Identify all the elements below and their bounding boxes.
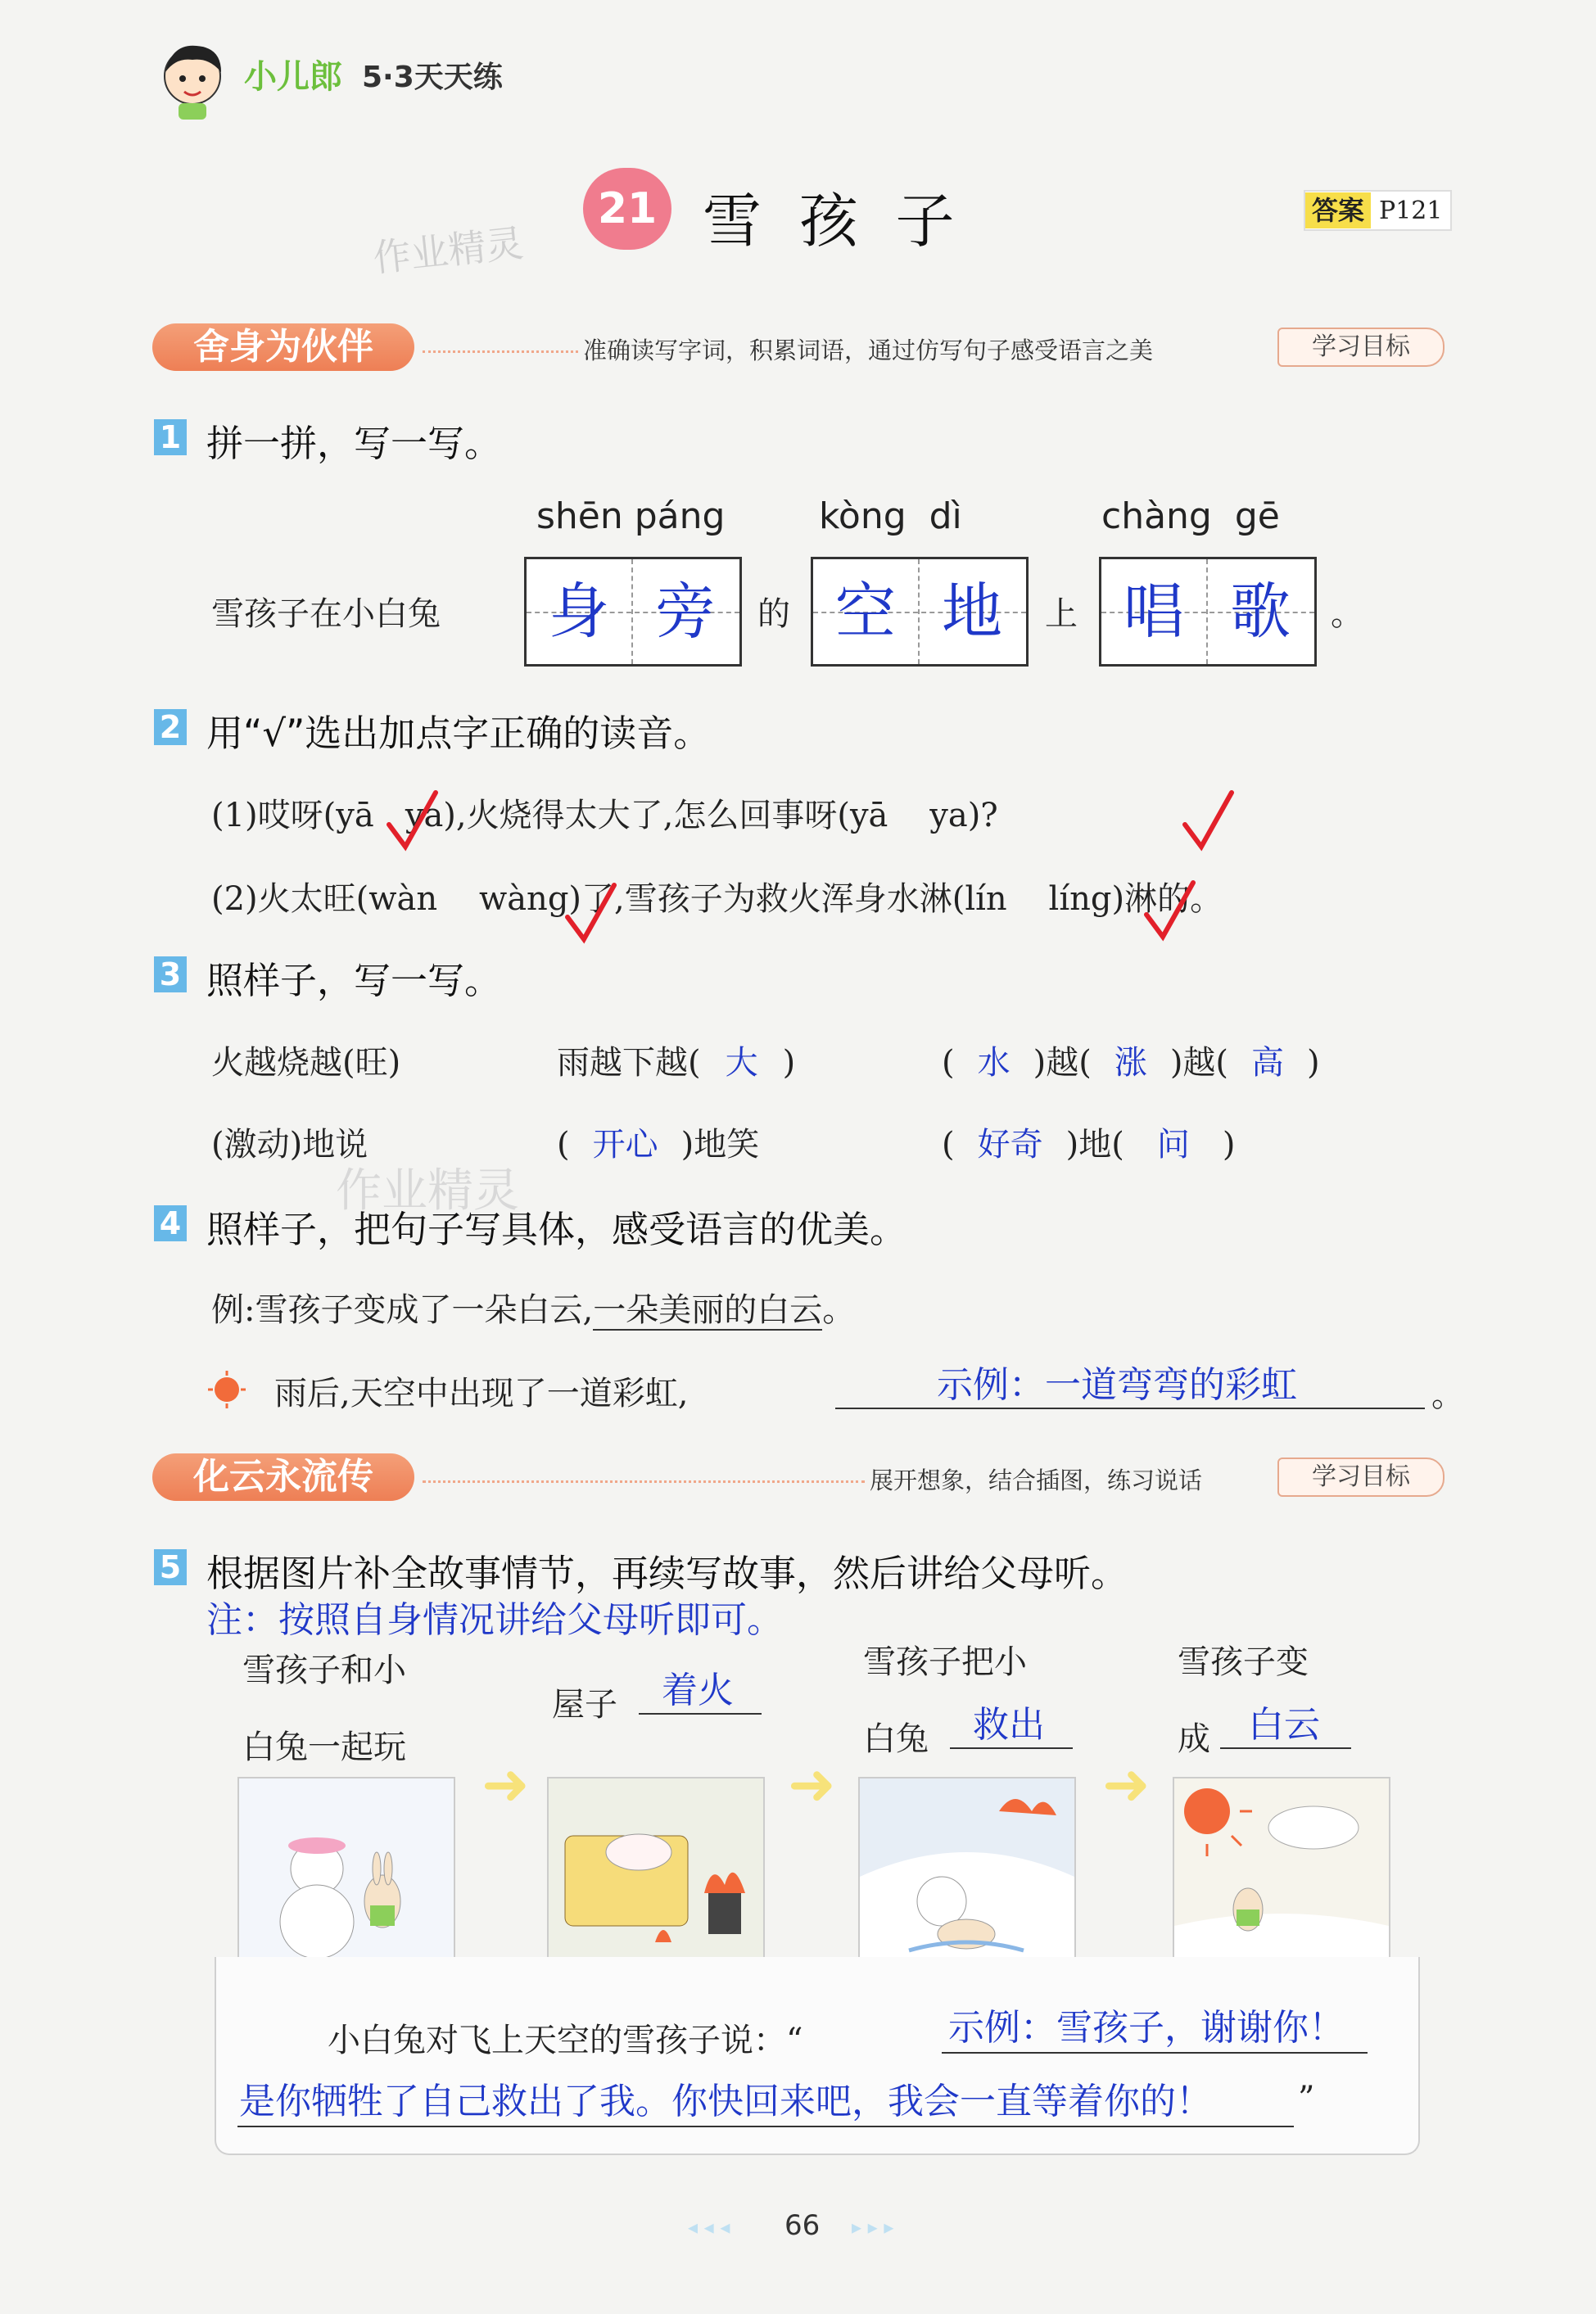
panel-text: 屋子 xyxy=(552,1686,617,1724)
text: ( xyxy=(557,1126,570,1164)
answer-text: 水 xyxy=(977,1044,1010,1082)
q3-item-2 xyxy=(942,1037,1320,1083)
question-title-2: 用“√”选出加点字正确的读音。 xyxy=(206,712,711,755)
text: 例:雪孩子变成了一朵白云, xyxy=(211,1291,594,1329)
question-title-1: 拼一拼，写一写。 xyxy=(206,422,502,465)
answer-text: 问 xyxy=(1156,1126,1190,1164)
section-goal-1: 准确读写字词，积累词语，通过仿写句子感受语言之美 xyxy=(583,337,1154,364)
question-title-3: 照样子，写一写。 xyxy=(206,959,502,1002)
snowman-rabbit-illustration xyxy=(237,1777,455,1968)
story-panel-4 xyxy=(1166,1629,1395,1973)
answer-reference xyxy=(1304,190,1452,231)
answer-text: 示例：雪孩子，谢谢你！ xyxy=(948,2007,1345,2049)
text: ) xyxy=(782,1044,796,1082)
arrow-icon: ➜ xyxy=(482,1751,530,1818)
text: )地笑 xyxy=(680,1126,760,1164)
learning-goal-badge-1: 学习目标 xyxy=(1277,328,1445,367)
question-number-4: 4 xyxy=(154,1205,187,1241)
panel-text: 雪孩子和小 xyxy=(242,1652,406,1689)
q5-note: 注：按照自身情况讲给父母听即可。 xyxy=(206,1599,783,1641)
answer-text: 好奇 xyxy=(977,1126,1043,1164)
question-number-2: 2 xyxy=(154,709,187,745)
text: ) xyxy=(1307,1044,1320,1082)
q2-line-1: (1)哎呀(yā ya),火烧得太大了,怎么回事呀(yā ya)? xyxy=(211,797,998,834)
answer-line xyxy=(950,1693,1073,1749)
answer-text: 高 xyxy=(1251,1044,1285,1082)
question-title-4: 照样子，把句子写具体，感受语言的优美。 xyxy=(206,1208,907,1251)
answer-line xyxy=(639,1659,762,1715)
page-number: 66 xyxy=(784,2209,821,2242)
answer-char: 歌 xyxy=(1230,576,1291,647)
learning-goal-badge-2: 学习目标 xyxy=(1277,1458,1445,1497)
question-title-5: 根据图片补全故事情节，再续写故事，然后讲给父母听。 xyxy=(206,1552,1128,1595)
answer-char: 身 xyxy=(549,576,609,647)
cloud-sun-illustration xyxy=(1173,1777,1390,1968)
writing-box-2 xyxy=(811,557,1029,667)
question-number-3: 3 xyxy=(154,956,187,992)
checkmark-icon xyxy=(563,880,621,946)
answer-text: 开心 xyxy=(592,1126,658,1164)
checkmark-icon xyxy=(1142,878,1200,943)
text: )越( xyxy=(1169,1044,1229,1082)
panel-text: 白兔 xyxy=(863,1720,929,1758)
panel-text: 白兔一起玩 xyxy=(242,1729,406,1766)
arrow-icon: ➜ xyxy=(788,1751,836,1818)
q3-item-1 xyxy=(557,1037,795,1083)
panel-text: 成 xyxy=(1178,1720,1210,1758)
checkmark-icon xyxy=(1181,788,1238,853)
series-title: 5·3天天练 xyxy=(362,61,503,94)
mascot-icon xyxy=(156,39,229,121)
checkmark-icon xyxy=(385,788,442,853)
text: ) xyxy=(1222,1126,1236,1164)
answer-text: 着火 xyxy=(662,1670,734,1711)
q3-example-2: (激动)地说 xyxy=(211,1126,368,1164)
section-divider-2 xyxy=(423,1480,865,1483)
answer-text: 是你牺牲了自己救出了我。你快回来吧，我会一直等着你的！ xyxy=(239,2081,1212,2122)
text: 。 xyxy=(822,1291,856,1329)
q1-connector-1: 的 xyxy=(757,595,790,633)
story-answer-line-2 xyxy=(237,2072,1294,2127)
answer-text: 涨 xyxy=(1114,1044,1147,1082)
story-prefix: 小白兔对飞上天空的雪孩子说：“ xyxy=(328,2022,803,2059)
footer-arrows-right: ▸ ▸ ▸ xyxy=(852,2216,894,2239)
rescue-illustration xyxy=(858,1777,1076,1968)
sun-icon xyxy=(206,1369,247,1410)
text: 雨越下越( xyxy=(557,1044,701,1082)
writing-box-1 xyxy=(524,557,742,667)
answer-text: 白云 xyxy=(1248,1704,1320,1746)
answer-char: 空 xyxy=(835,576,896,647)
q4-answer-line xyxy=(835,1355,1425,1409)
q1-end: 。 xyxy=(1331,595,1363,633)
q1-sentence-prefix: 雪孩子在小白兔 xyxy=(211,595,441,633)
house-fire-illustration xyxy=(547,1777,765,1968)
answer-line xyxy=(1220,1693,1351,1749)
text: )越( xyxy=(1033,1044,1092,1082)
brand-logo: 小儿郎 xyxy=(244,58,342,96)
q1-connector-2: 上 xyxy=(1045,595,1078,633)
section-tag-2: 化云永流传 xyxy=(152,1453,414,1501)
pinyin-1: shēn páng xyxy=(536,495,726,537)
answer-label: 答案 xyxy=(1305,192,1371,228)
answer-char: 唱 xyxy=(1124,576,1184,647)
arrow-icon: ➜ xyxy=(1102,1751,1151,1818)
section-divider-1 xyxy=(423,350,578,353)
writing-box-3 xyxy=(1099,557,1317,667)
section-tag-1: 舍身为伙伴 xyxy=(152,323,414,371)
answer-text: 示例：一道弯弯的彩虹 xyxy=(937,1364,1297,1406)
section-goal-2: 展开想象，结合插图，练习说话 xyxy=(870,1467,1203,1494)
story-end: ” xyxy=(1298,2080,1315,2117)
q3-example-1: 火越烧越(旺) xyxy=(211,1044,401,1082)
story-answer-line-1 xyxy=(942,1998,1368,2054)
q3-item-3 xyxy=(557,1119,759,1165)
pinyin-3: chàng gē xyxy=(1101,495,1280,537)
watermark: 作业精灵 xyxy=(336,1164,519,1218)
lesson-title: 雪 孩 子 xyxy=(703,187,955,255)
text: ( xyxy=(942,1044,955,1082)
q4-end: 。 xyxy=(1431,1376,1464,1414)
story-panel-3 xyxy=(852,1629,1089,1973)
pinyin-2: kòng dì xyxy=(819,495,962,537)
question-number-1: 1 xyxy=(154,419,187,455)
q2-line-2: (2)火太旺(wàn wàng)了,雪孩子为救火浑身水淋(lín líng)淋的。 xyxy=(211,880,1223,918)
question-number-5: 5 xyxy=(154,1549,187,1585)
text: ( xyxy=(942,1126,955,1164)
text: )地( xyxy=(1065,1126,1124,1164)
answer-text: 救出 xyxy=(973,1704,1045,1746)
panel-text: 雪孩子把小 xyxy=(863,1643,1027,1681)
underlined-text: 一朵美丽的白云 xyxy=(593,1291,823,1329)
answer-page: P121 xyxy=(1379,196,1443,225)
lesson-number-badge: 21 xyxy=(583,168,671,250)
watermark: 作业精灵 xyxy=(370,220,526,281)
answer-char: 旁 xyxy=(655,576,716,647)
q4-example xyxy=(211,1284,855,1331)
panel-text: 雪孩子变 xyxy=(1178,1643,1309,1681)
story-panel-1 xyxy=(231,1629,460,1973)
q3-item-4 xyxy=(942,1119,1235,1165)
q4-task: 雨后,天空中出现了一道彩虹, xyxy=(274,1375,689,1412)
answer-text: 大 xyxy=(725,1044,758,1082)
answer-char: 地 xyxy=(942,576,1002,647)
story-panel-2 xyxy=(540,1629,770,1973)
footer-arrows-left: ◂ ◂ ◂ xyxy=(688,2216,730,2239)
